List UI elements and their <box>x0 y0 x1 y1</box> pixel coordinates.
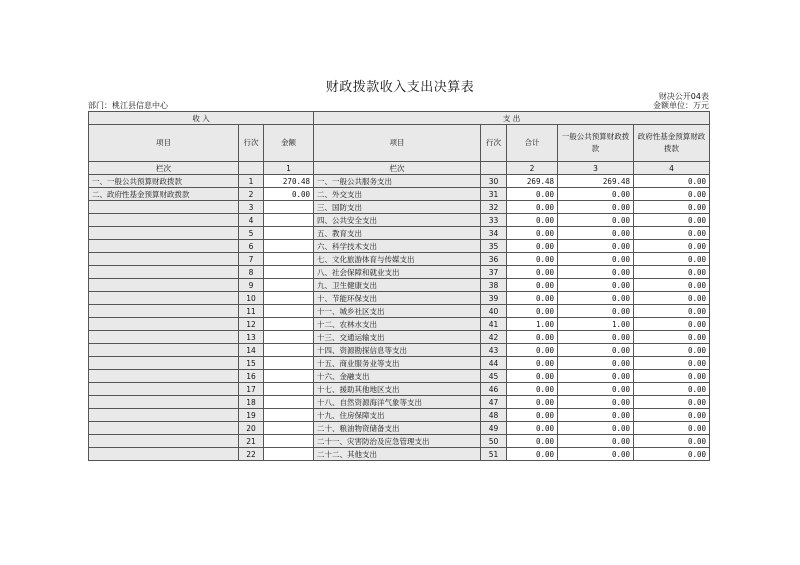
income-item-cell <box>89 201 239 214</box>
income-amount-header: 金额 <box>264 125 314 162</box>
expense-item-header: 项目 <box>314 125 481 162</box>
expense-row-no-cell: 49 <box>481 422 507 435</box>
general-budget-cell: 0.00 <box>558 240 634 253</box>
general-budget-cell: 0.00 <box>558 253 634 266</box>
income-item-cell <box>89 253 239 266</box>
expense-item-cell: 十八、自然资源海洋气象等支出 <box>314 396 481 409</box>
index-label-left: 栏次 <box>89 162 239 175</box>
total-cell: 1.00 <box>507 318 558 331</box>
table-row <box>89 227 710 240</box>
general-budget-cell: 0.00 <box>558 279 634 292</box>
income-amount-cell <box>264 266 314 279</box>
income-item-cell <box>89 448 239 461</box>
income-row-no-cell: 7 <box>239 253 264 266</box>
total-cell: 0.00 <box>507 188 558 201</box>
general-budget-cell: 0.00 <box>558 266 634 279</box>
expense-item-cell: 七、文化旅游体育与传媒支出 <box>314 253 481 266</box>
expense-row-no-cell: 42 <box>481 331 507 344</box>
table-row <box>89 435 710 448</box>
expense-row-no-cell: 32 <box>481 201 507 214</box>
gov-fund-cell: 0.00 <box>634 331 710 344</box>
gov-fund-cell: 0.00 <box>634 318 710 331</box>
table-row <box>89 422 710 435</box>
income-amount-cell <box>264 331 314 344</box>
income-amount-cell <box>264 227 314 240</box>
general-budget-cell: 0.00 <box>558 448 634 461</box>
expense-item-cell: 三、国防支出 <box>314 201 481 214</box>
table-row <box>89 370 710 383</box>
expense-item-cell: 十九、住房保障支出 <box>314 409 481 422</box>
income-amount-cell: 270.48 <box>264 175 314 188</box>
expense-item-cell: 二、外交支出 <box>314 188 481 201</box>
income-row-no-cell: 16 <box>239 370 264 383</box>
gov-fund-cell: 0.00 <box>634 279 710 292</box>
table-row <box>89 448 710 461</box>
department-label: 部门：桃江县信息中心 <box>88 101 168 110</box>
general-budget-cell: 0.00 <box>558 227 634 240</box>
expense-row-no-cell: 47 <box>481 396 507 409</box>
total-cell: 0.00 <box>507 370 558 383</box>
expense-item-cell: 一、一般公共服务支出 <box>314 175 481 188</box>
expense-row-no-cell: 46 <box>481 383 507 396</box>
total-cell: 0.00 <box>507 396 558 409</box>
income-item-cell <box>89 292 239 305</box>
expense-row-no-cell: 40 <box>481 305 507 318</box>
gov-fund-cell: 0.00 <box>634 383 710 396</box>
total-cell: 0.00 <box>507 357 558 370</box>
income-amount-cell <box>264 435 314 448</box>
gov-fund-cell: 0.00 <box>634 370 710 383</box>
general-budget-cell: 0.00 <box>558 383 634 396</box>
income-item-cell <box>89 344 239 357</box>
income-item-cell <box>89 370 239 383</box>
gov-fund-cell: 0.00 <box>634 344 710 357</box>
expense-row-no-cell: 45 <box>481 370 507 383</box>
total-cell: 0.00 <box>507 422 558 435</box>
section-header-row <box>89 112 710 125</box>
expense-row-no-cell: 34 <box>481 227 507 240</box>
income-amount-cell <box>264 344 314 357</box>
income-amount-cell <box>264 201 314 214</box>
general-budget-cell: 0.00 <box>558 214 634 227</box>
total-cell: 0.00 <box>507 292 558 305</box>
income-item-cell <box>89 305 239 318</box>
income-amount-cell <box>264 383 314 396</box>
general-budget-cell: 0.00 <box>558 409 634 422</box>
income-amount-cell <box>264 292 314 305</box>
income-row-no-cell: 20 <box>239 422 264 435</box>
gov-fund-cell: 0.00 <box>634 214 710 227</box>
income-row-no-cell: 9 <box>239 279 264 292</box>
table-row <box>89 396 710 409</box>
income-row-no-cell: 11 <box>239 305 264 318</box>
column-header-row <box>89 125 710 162</box>
expense-row-no-cell: 35 <box>481 240 507 253</box>
income-item-cell <box>89 214 239 227</box>
expense-item-cell: 二十、粮油物资储备支出 <box>314 422 481 435</box>
income-amount-cell <box>264 240 314 253</box>
income-item-cell <box>89 318 239 331</box>
gov-fund-header: 政府性基金预算财政拨款 <box>634 125 710 162</box>
income-section-header: 收 入 <box>89 112 314 125</box>
expense-row-no-cell: 41 <box>481 318 507 331</box>
gov-fund-cell: 0.00 <box>634 409 710 422</box>
total-cell: 0.00 <box>507 331 558 344</box>
table-row <box>89 331 710 344</box>
unit-label: 金额单位：万元 <box>653 101 709 110</box>
general-budget-cell: 0.00 <box>558 435 634 448</box>
total-cell: 0.00 <box>507 253 558 266</box>
index-blank-right <box>481 162 507 175</box>
expense-item-cell: 九、卫生健康支出 <box>314 279 481 292</box>
table-row <box>89 305 710 318</box>
expense-item-cell: 十三、交通运输支出 <box>314 331 481 344</box>
income-item-cell <box>89 240 239 253</box>
expense-row-no-cell: 51 <box>481 448 507 461</box>
general-budget-cell: 0.00 <box>558 370 634 383</box>
general-budget-cell: 269.48 <box>558 175 634 188</box>
income-amount-cell <box>264 318 314 331</box>
expense-row-no-cell: 48 <box>481 409 507 422</box>
expense-row-no-cell: 36 <box>481 253 507 266</box>
total-cell: 0.00 <box>507 214 558 227</box>
income-row-no-cell: 1 <box>239 175 264 188</box>
gov-fund-cell: 0.00 <box>634 357 710 370</box>
total-cell: 0.00 <box>507 227 558 240</box>
index-blank-left <box>239 162 264 175</box>
expense-item-cell: 二十一、灾害防治及应急管理支出 <box>314 435 481 448</box>
total-cell: 0.00 <box>507 383 558 396</box>
table-row <box>89 201 710 214</box>
table-row <box>89 253 710 266</box>
income-row-no-cell: 8 <box>239 266 264 279</box>
expense-item-cell: 十四、资源勘探信息等支出 <box>314 344 481 357</box>
expense-row-no-cell: 44 <box>481 357 507 370</box>
general-budget-cell: 0.00 <box>558 305 634 318</box>
income-row-no-cell: 2 <box>239 188 264 201</box>
index-col-3: 3 <box>558 162 634 175</box>
income-amount-cell: 0.00 <box>264 188 314 201</box>
expense-row-no-cell: 38 <box>481 279 507 292</box>
table-row <box>89 175 710 188</box>
general-budget-cell: 0.00 <box>558 188 634 201</box>
expense-item-cell: 十、节能环保支出 <box>314 292 481 305</box>
income-item-cell <box>89 396 239 409</box>
total-cell: 0.00 <box>507 240 558 253</box>
income-row-no-cell: 6 <box>239 240 264 253</box>
gov-fund-cell: 0.00 <box>634 435 710 448</box>
general-budget-cell: 0.00 <box>558 331 634 344</box>
expense-item-cell: 十五、商业服务业等支出 <box>314 357 481 370</box>
total-cell: 0.00 <box>507 279 558 292</box>
income-amount-cell <box>264 214 314 227</box>
general-budget-header: 一般公共预算财政拨款 <box>558 125 634 162</box>
expense-item-cell: 四、公共安全支出 <box>314 214 481 227</box>
expense-row-no-cell: 43 <box>481 344 507 357</box>
expense-item-cell: 八、社会保障和就业支出 <box>314 266 481 279</box>
income-row-no-cell: 10 <box>239 292 264 305</box>
index-label-right: 栏次 <box>314 162 481 175</box>
total-cell: 0.00 <box>507 344 558 357</box>
budget-table <box>88 111 710 461</box>
income-amount-cell <box>264 305 314 318</box>
expense-row-no-header: 行次 <box>481 125 507 162</box>
table-row <box>89 409 710 422</box>
income-row-no-cell: 15 <box>239 357 264 370</box>
income-item-cell <box>89 227 239 240</box>
expense-row-no-cell: 39 <box>481 292 507 305</box>
income-item-cell <box>89 279 239 292</box>
gov-fund-cell: 0.00 <box>634 227 710 240</box>
expense-item-cell: 十一、城乡社区支出 <box>314 305 481 318</box>
expense-item-cell: 六、科学技术支出 <box>314 240 481 253</box>
general-budget-cell: 0.00 <box>558 396 634 409</box>
table-row <box>89 383 710 396</box>
gov-fund-cell: 0.00 <box>634 201 710 214</box>
income-amount-cell <box>264 370 314 383</box>
total-cell: 0.00 <box>507 305 558 318</box>
income-row-no-cell: 22 <box>239 448 264 461</box>
expense-row-no-cell: 37 <box>481 266 507 279</box>
gov-fund-cell: 0.00 <box>634 292 710 305</box>
income-item-cell <box>89 435 239 448</box>
income-row-no-cell: 12 <box>239 318 264 331</box>
table-row <box>89 188 710 201</box>
gov-fund-cell: 0.00 <box>634 422 710 435</box>
total-header: 合计 <box>507 125 558 162</box>
income-item-cell <box>89 409 239 422</box>
income-item-cell: 二、政府性基金预算财政拨款 <box>89 188 239 201</box>
gov-fund-cell: 0.00 <box>634 188 710 201</box>
table-row <box>89 240 710 253</box>
expense-section-header: 支 出 <box>314 112 710 125</box>
total-cell: 0.00 <box>507 435 558 448</box>
expense-row-no-cell: 33 <box>481 214 507 227</box>
index-col-4: 4 <box>634 162 710 175</box>
income-item-cell <box>89 331 239 344</box>
income-row-no-cell: 19 <box>239 409 264 422</box>
general-budget-cell: 0.00 <box>558 357 634 370</box>
income-item-cell <box>89 422 239 435</box>
gov-fund-cell: 0.00 <box>634 266 710 279</box>
income-row-no-cell: 21 <box>239 435 264 448</box>
total-cell: 0.00 <box>507 448 558 461</box>
income-amount-cell <box>264 422 314 435</box>
income-row-no-cell: 4 <box>239 214 264 227</box>
table-row <box>89 344 710 357</box>
expense-item-cell: 二十二、其他支出 <box>314 448 481 461</box>
total-cell: 0.00 <box>507 409 558 422</box>
column-index-row <box>89 162 710 175</box>
income-item-cell <box>89 383 239 396</box>
income-amount-cell <box>264 409 314 422</box>
expense-item-cell: 十七、援助其他地区支出 <box>314 383 481 396</box>
expense-row-no-cell: 30 <box>481 175 507 188</box>
table-row <box>89 318 710 331</box>
income-row-no-cell: 17 <box>239 383 264 396</box>
general-budget-cell: 1.00 <box>558 318 634 331</box>
income-row-no-header: 行次 <box>239 125 264 162</box>
index-col-1: 1 <box>264 162 314 175</box>
expense-item-cell: 十六、金融支出 <box>314 370 481 383</box>
general-budget-cell: 0.00 <box>558 422 634 435</box>
expense-row-no-cell: 31 <box>481 188 507 201</box>
general-budget-cell: 0.00 <box>558 292 634 305</box>
expense-row-no-cell: 50 <box>481 435 507 448</box>
income-row-no-cell: 14 <box>239 344 264 357</box>
gov-fund-cell: 0.00 <box>634 396 710 409</box>
total-cell: 269.48 <box>507 175 558 188</box>
form-number: 财决公开04表 <box>658 92 709 101</box>
index-col-2: 2 <box>507 162 558 175</box>
income-amount-cell <box>264 279 314 292</box>
income-amount-cell <box>264 448 314 461</box>
table-row <box>89 266 710 279</box>
income-item-cell: 一、一般公共预算财政拨款 <box>89 175 239 188</box>
general-budget-cell: 0.00 <box>558 344 634 357</box>
general-budget-cell: 0.00 <box>558 201 634 214</box>
income-row-no-cell: 13 <box>239 331 264 344</box>
income-amount-cell <box>264 357 314 370</box>
total-cell: 0.00 <box>507 266 558 279</box>
gov-fund-cell: 0.00 <box>634 240 710 253</box>
total-cell: 0.00 <box>507 201 558 214</box>
page-title: 财政拨款收入支出决算表 <box>325 80 475 95</box>
table-row <box>89 357 710 370</box>
gov-fund-cell: 0.00 <box>634 175 710 188</box>
expense-item-cell: 十二、农林水支出 <box>314 318 481 331</box>
gov-fund-cell: 0.00 <box>634 253 710 266</box>
income-row-no-cell: 5 <box>239 227 264 240</box>
income-item-cell <box>89 357 239 370</box>
income-row-no-cell: 3 <box>239 201 264 214</box>
income-amount-cell <box>264 396 314 409</box>
income-item-header: 项目 <box>89 125 239 162</box>
table-row <box>89 214 710 227</box>
income-row-no-cell: 18 <box>239 396 264 409</box>
income-amount-cell <box>264 253 314 266</box>
table-row <box>89 279 710 292</box>
table-row <box>89 292 710 305</box>
income-item-cell <box>89 266 239 279</box>
gov-fund-cell: 0.00 <box>634 448 710 461</box>
gov-fund-cell: 0.00 <box>634 305 710 318</box>
expense-item-cell: 五、教育支出 <box>314 227 481 240</box>
